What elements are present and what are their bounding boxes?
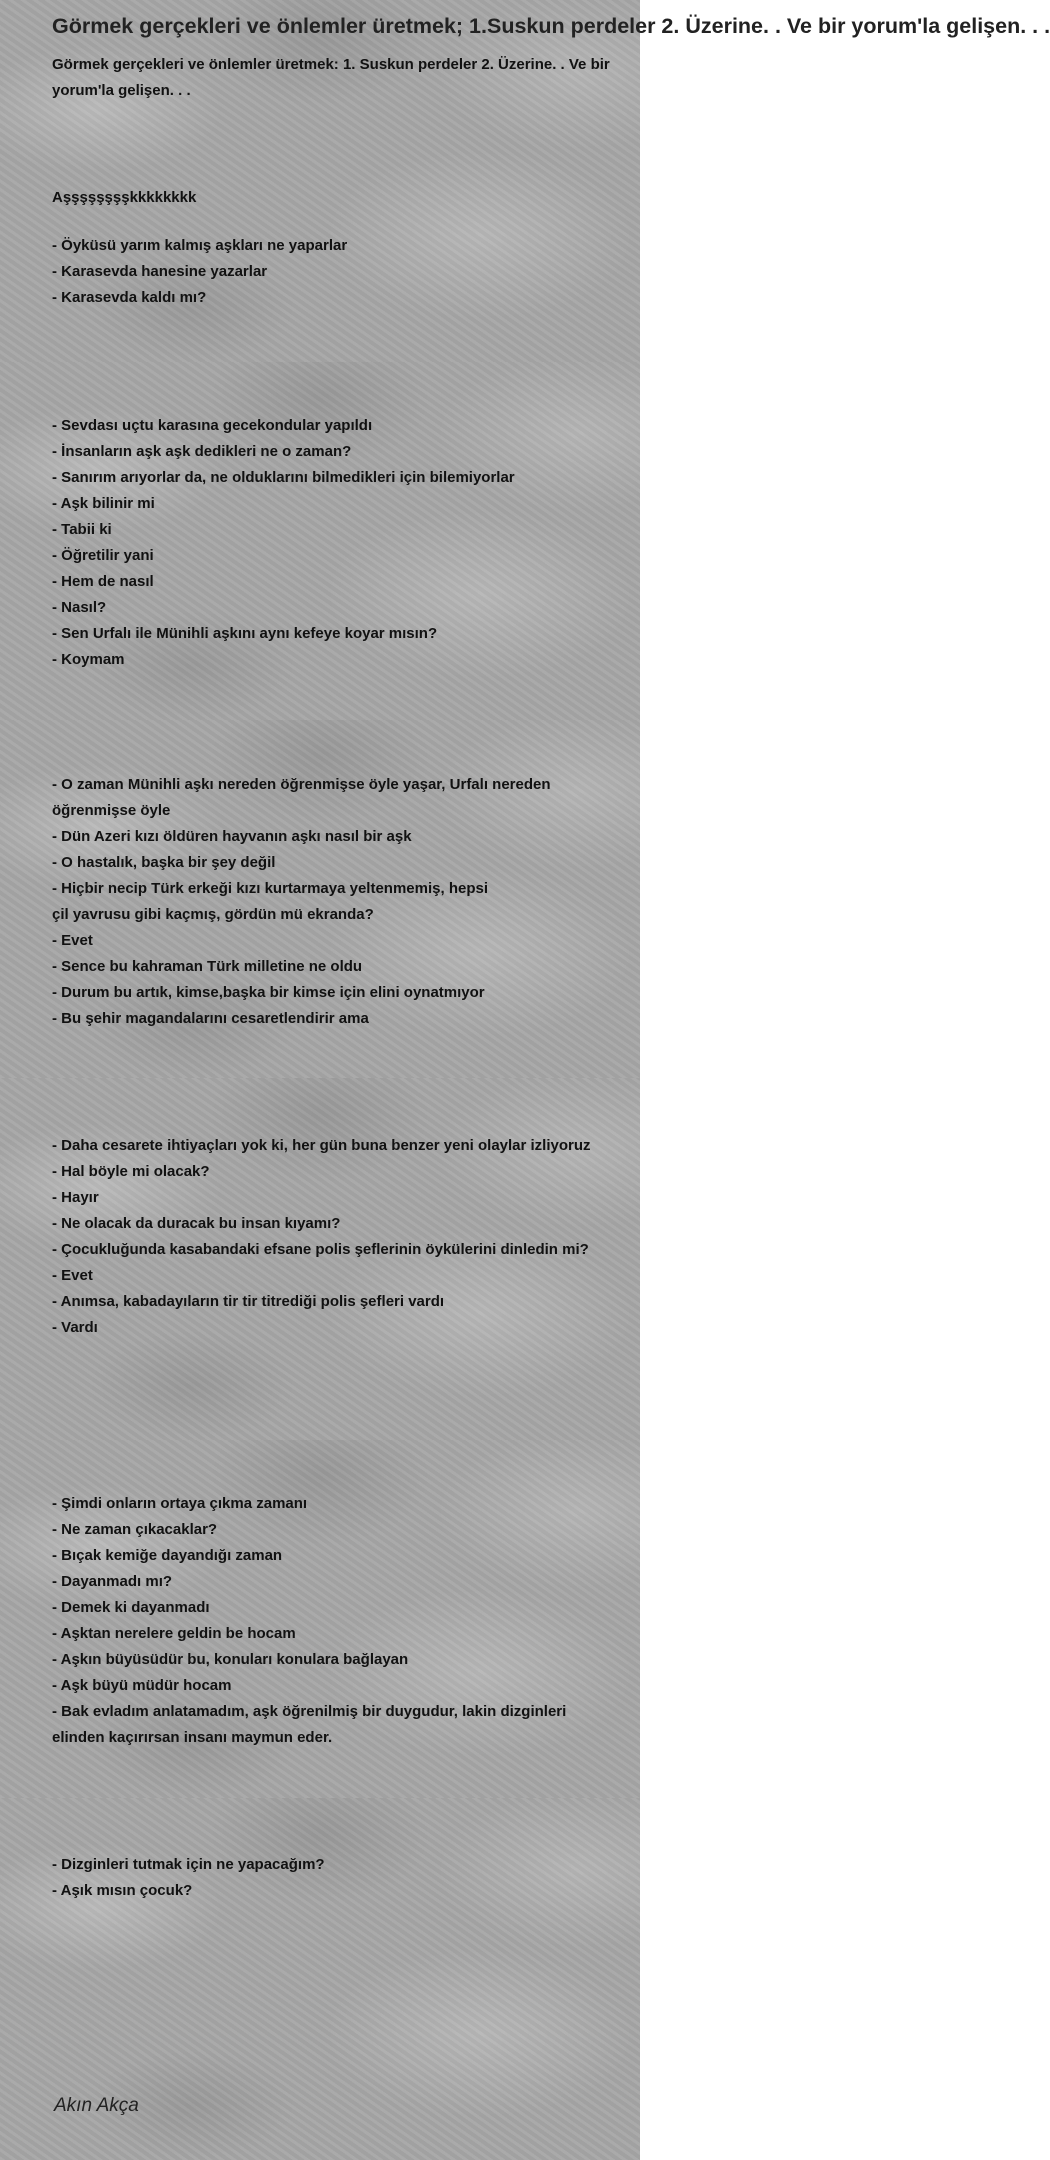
poem-line: - Aşk büyü müdür hocam: [52, 1677, 232, 1694]
poem-line: - Daha cesarete ihtiyaçları yok ki, her gün buna benzer yeni olaylar izliyoruz: [52, 1137, 591, 1154]
page-title: Görmek gerçekleri ve önlemler üretmek; 1.Suskun perdeler 2. Üzerine. . Ve bir yorum'la gelişen. . .: [52, 14, 1050, 38]
poem-line: - Ne olacak da duracak bu insan kıyamı?: [52, 1215, 341, 1232]
poem-line: - Bak evladım anlatamadım, aşk öğrenilmiş bir duygudur, lakin dizginleri elinden kaçırırsan insanı maymun eder.: [52, 1703, 567, 1746]
poem-line: çil yavrusu gibi kaçmış, gördün mü ekranda?: [52, 906, 374, 923]
poem-subtitle: Görmek gerçekleri ve önlemler üretmek: 1. Suskun perdeler 2. Üzerine. . Ve bir yorum'la gelişen. . .: [52, 56, 610, 99]
poem-line: - Evet: [52, 932, 93, 949]
poem-line: - Anımsa, kabadayıların tir tir titrediği polis şefleri vardı: [52, 1293, 445, 1310]
poem-line: - Demek ki dayanmadı: [52, 1599, 210, 1616]
poem-line: - Durum bu artık, kimse,başka bir kimse için elini oynatmıyor: [52, 984, 485, 1001]
poem-line: - Hal böyle mi olacak?: [52, 1163, 210, 1180]
stanza: [52, 772, 592, 1032]
poem-line: - İnsanların aşk aşk dedikleri ne o zaman?: [52, 443, 352, 460]
poem-line: - Aşk bilinir mi: [52, 495, 155, 512]
poem-line: - Dizginleri tutmak için ne yapacağım?: [52, 1856, 325, 1873]
poem-line: - Bıçak kemiğe dayandığı zaman: [52, 1547, 283, 1564]
poem-line: - Aşık mısın çocuk?: [52, 1882, 193, 1899]
poem-line: - Vardı: [52, 1319, 98, 1336]
poem-line: - Hiçbir necip Türk erkeği kızı kurtarmaya yeltenmemiş, hepsi: [52, 880, 489, 897]
poem-line: - Tabii ki: [52, 521, 112, 538]
poem-line: - Şimdi onların ortaya çıkma zamanı: [52, 1495, 308, 1512]
poem-line: Aşşşşşşşşkkkkkkkk: [52, 189, 197, 206]
poem-line: - O zaman Münihli aşkı nereden öğrenmişse öyle yaşar, Urfalı nereden öğrenmişse öyle: [52, 776, 551, 819]
poem-line: - Sanırım arıyorlar da, ne olduklarını bilmedikleri için bilemiyorlar: [52, 469, 515, 486]
stanza: [52, 233, 592, 311]
author-name: Akın Akça: [54, 2095, 139, 2116]
poem-line: - Çocukluğunda kasabandaki efsane polis şeflerinin öykülerini dinledin mi?: [52, 1241, 589, 1258]
poem-line: - Sence bu kahraman Türk milletine ne oldu: [52, 958, 363, 975]
stanza: [52, 1852, 592, 1904]
poem-line: - Nasıl?: [52, 599, 107, 616]
stanza: [52, 413, 592, 673]
stanza: [52, 185, 592, 211]
poem-line: - Sevdası uçtu karasına gecekondular yapıldı: [52, 417, 373, 434]
poem-line: - Öğretilir yani: [52, 547, 154, 564]
poem-line: - Koymam: [52, 651, 125, 668]
poem-line: - Karasevda kaldı mı?: [52, 289, 207, 306]
poem-line: - Dün Azeri kızı öldüren hayvanın aşkı nasıl bir aşk: [52, 828, 412, 845]
poem-line: - Hem de nasıl: [52, 573, 154, 590]
stanza: [52, 1491, 592, 1751]
poem-line: - Ne zaman çıkacaklar?: [52, 1521, 218, 1538]
poem-line: - Sen Urfalı ile Münihli aşkını aynı kefeye koyar mısın?: [52, 625, 438, 642]
poem-line: - Evet: [52, 1267, 93, 1284]
poem-line: - Dayanmadı mı?: [52, 1573, 173, 1590]
poem-line: - Aşktan nerelere geldin be hocam: [52, 1625, 296, 1642]
poem-line: - Öyküsü yarım kalmış aşkları ne yaparlar: [52, 237, 348, 254]
poem-line: - Karasevda hanesine yazarlar: [52, 263, 268, 280]
poem-line: - Bu şehir magandalarını cesaretlendirir ama: [52, 1010, 369, 1027]
poem-line: - O hastalık, başka bir şey değil: [52, 854, 276, 871]
stanza: [52, 1133, 592, 1341]
poem-line: - Aşkın büyüsüdür bu, konuları konulara bağlayan: [52, 1651, 409, 1668]
poem-line: - Hayır: [52, 1189, 99, 1206]
